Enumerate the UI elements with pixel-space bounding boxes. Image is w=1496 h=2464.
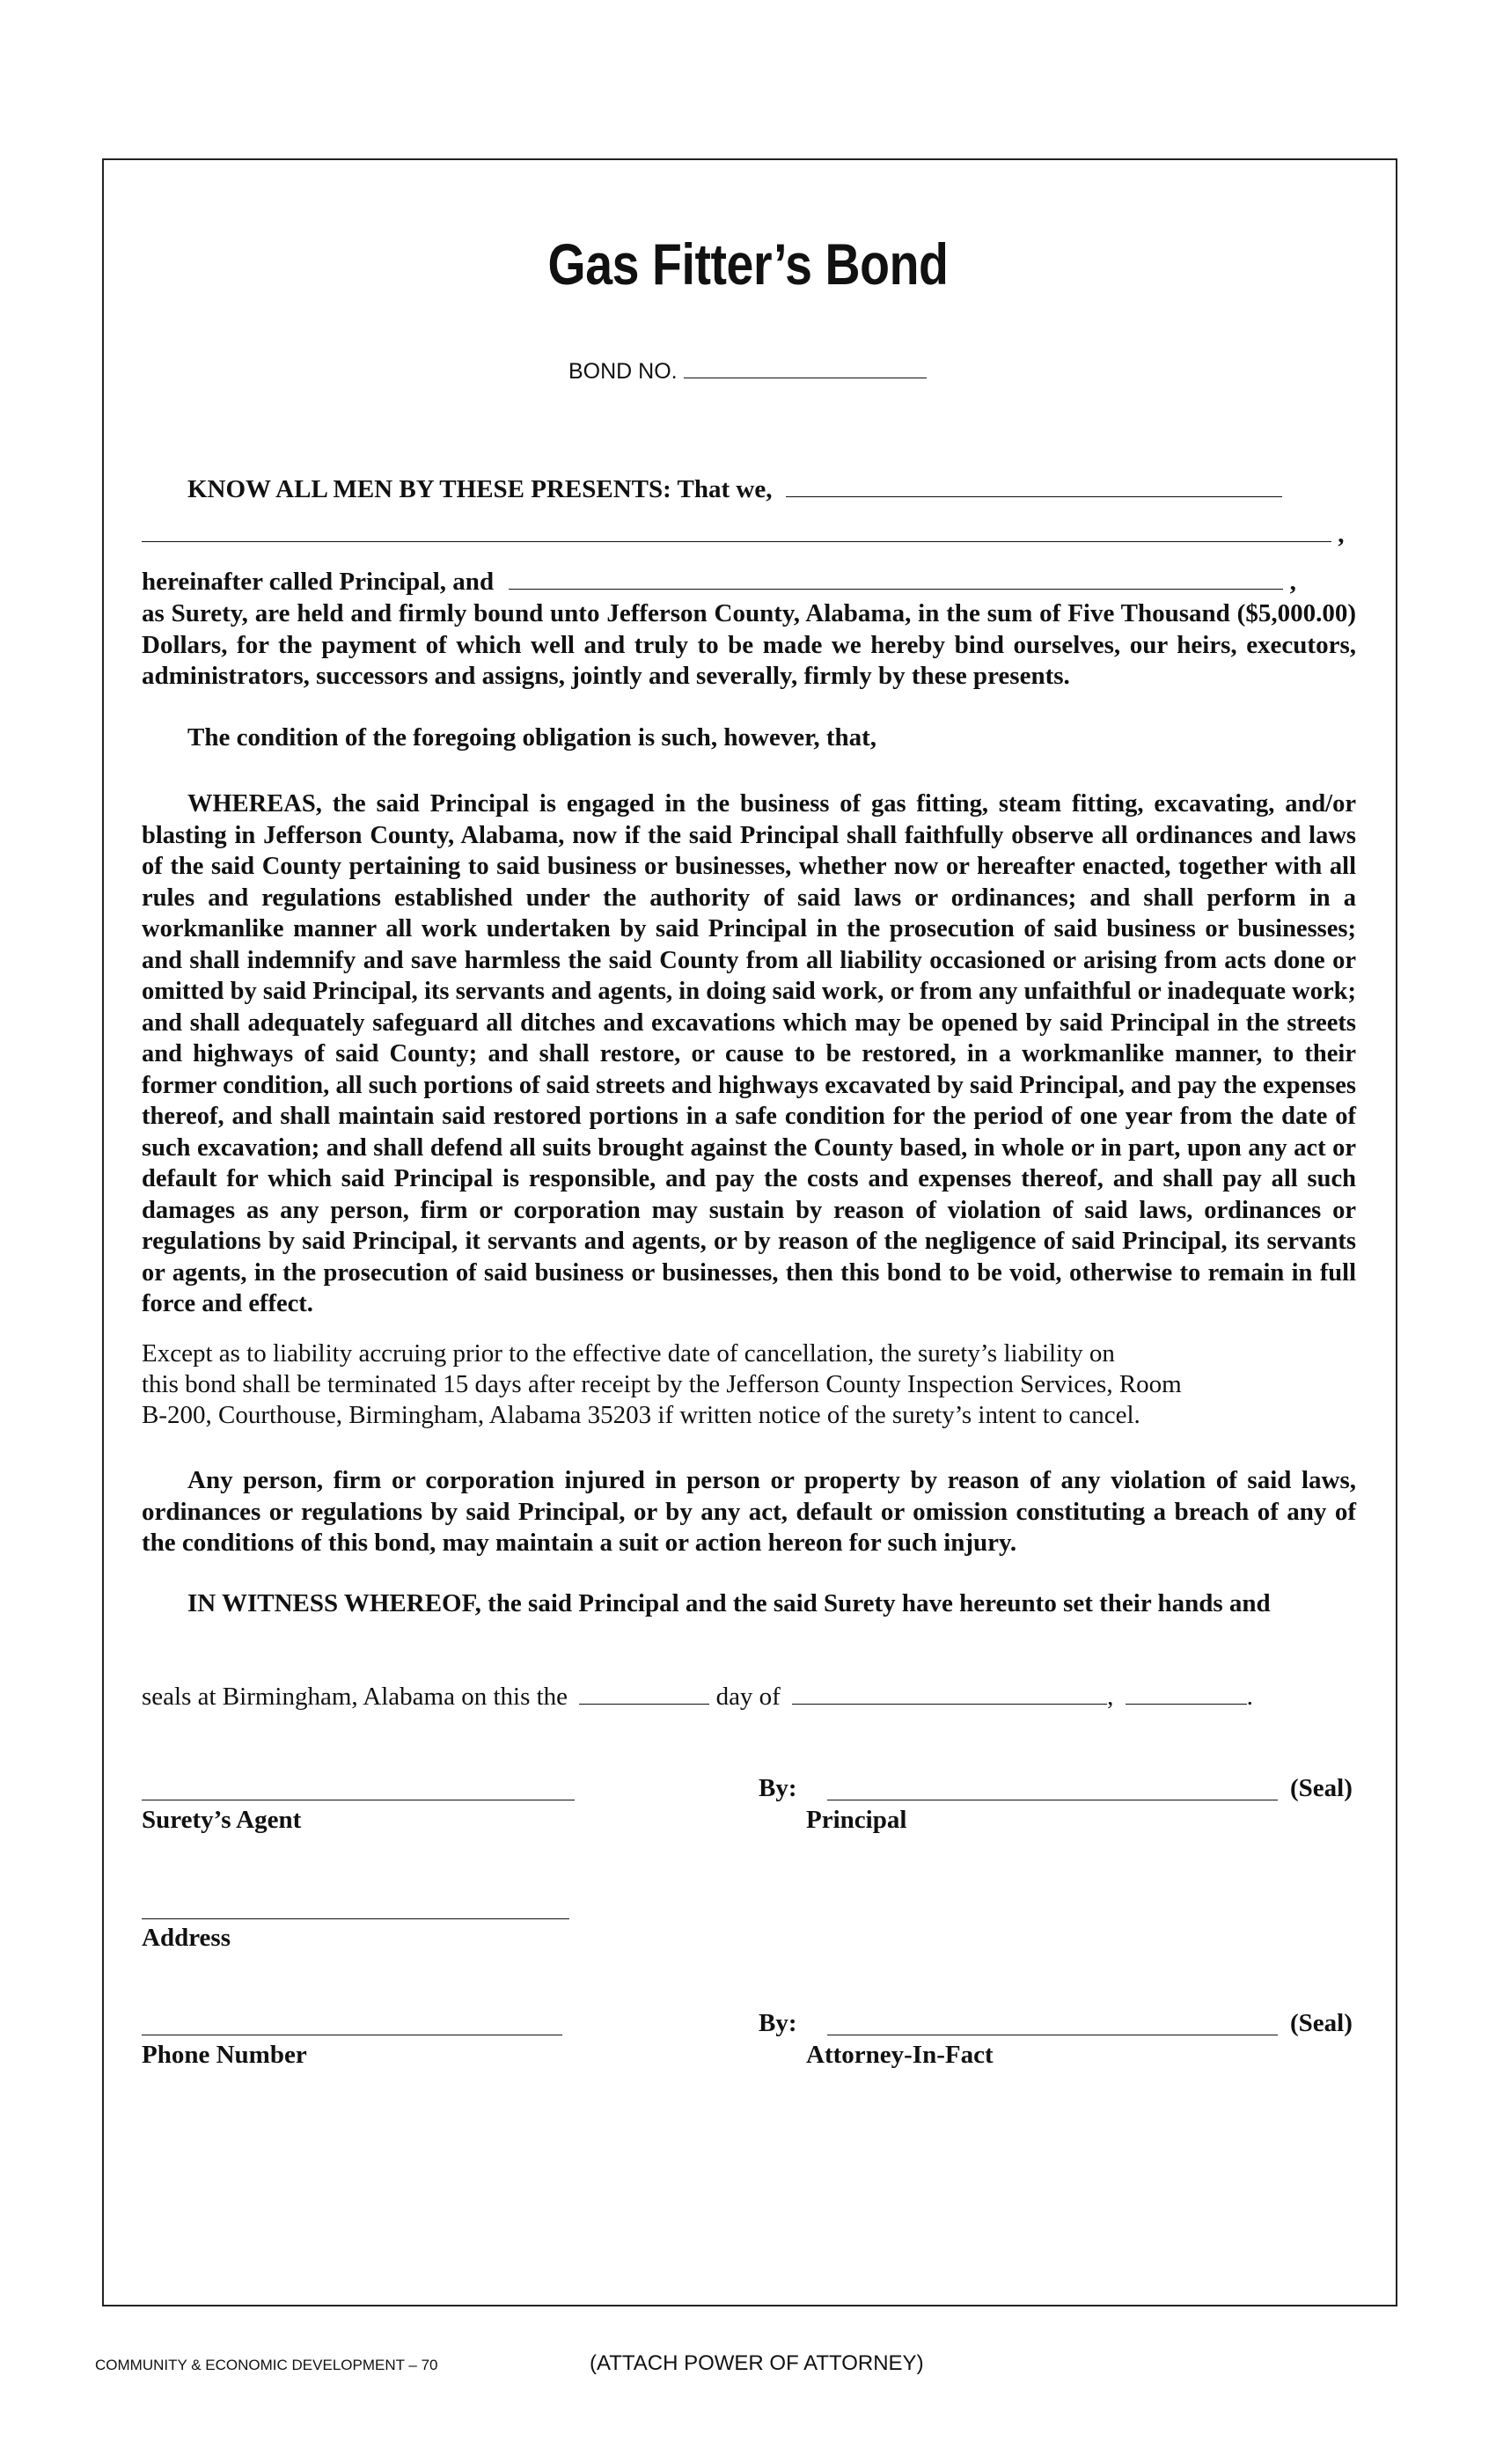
bond-number-field xyxy=(568,359,927,385)
month-blank[interactable] xyxy=(792,1704,1107,1705)
attorney-by-label: By: xyxy=(759,2009,797,2037)
day-blank[interactable] xyxy=(579,1704,709,1705)
sureties-agent-label: Surety’s Agent xyxy=(142,1806,302,1834)
seals-line xyxy=(142,1683,1253,1712)
footer-department: COMMUNITY & ECONOMIC DEVELOPMENT – 70 xyxy=(95,2357,438,2373)
except-line-3: B-200, Courthouse, Birmingham, Alabama 35203 if written notice of the surety’s intent to cancel. xyxy=(142,1401,1140,1429)
bond-number-label: BOND NO. xyxy=(568,359,678,384)
know-all-men-text: KNOW ALL MEN BY THESE PRESENTS: That we, xyxy=(187,475,773,503)
address-line[interactable] xyxy=(142,1918,569,1919)
attorney-seal-label: (Seal) xyxy=(1290,2009,1353,2037)
year-blank[interactable] xyxy=(1126,1704,1247,1705)
principal-name-line-2 xyxy=(142,520,1345,549)
seals-comma: , xyxy=(1107,1683,1114,1711)
seals-prefix: seals at Birmingham, Alabama on this the xyxy=(142,1683,568,1711)
attorney-in-fact-label: Attorney-In-Fact xyxy=(806,2041,994,2069)
footer-attach-note: (ATTACH POWER OF ATTORNEY) xyxy=(590,2351,924,2375)
principal-name-blank[interactable] xyxy=(786,496,1282,497)
hereinafter-line xyxy=(142,568,1296,597)
principal-name-blank-2[interactable] xyxy=(142,541,1331,542)
principal-seal-label: (Seal) xyxy=(1290,1774,1353,1802)
surety-comma: , xyxy=(1289,568,1296,596)
surety-paragraph: as Surety, are held and firmly bound unto Jefferson County, Alabama, in the sum of Five Thousand ($5,000.00) Dollars, for the payment of which well and truly to be made we hereby bind ourselves, our heirs, executors, administrators, successors and assigns, jointly and severally, firmly by these presents. xyxy=(142,599,1356,690)
except-line-1: Except as to liability accruing prior to the effective date of cancellation, the surety’s liability on xyxy=(142,1339,1115,1368)
seals-period: . xyxy=(1246,1683,1253,1711)
seals-day-of: day of xyxy=(715,1683,781,1711)
principal-label: Principal xyxy=(806,1806,907,1834)
principal-by-label: By: xyxy=(759,1774,797,1802)
condition-text: The condition of the foregoing obligation is such, however, that, xyxy=(187,723,877,752)
principal-comma: , xyxy=(1338,520,1345,548)
phone-number-label: Phone Number xyxy=(142,2041,307,2069)
hereinafter-text: hereinafter called Principal, and xyxy=(142,568,495,596)
any-person-paragraph: Any person, firm or corporation injured in person or property by reason of any violation of said laws, ordinances or regulations by said Principal, or by any act, default or omission constituting a breach of any of the conditions of this bond, may maintain a suit or action hereon for such injury. xyxy=(142,1466,1356,1557)
whereas-paragraph: WHEREAS, the said Principal is engaged in the business of gas fitting, steam fitting, excavating, and/or blasting in Jefferson County, Alabama, now if the said Principal shall faithfully observe all ordinances and laws of the said County pertaining to said business or businesses, whether now or hereafter enacted, together with all rules and regulations established under the authority of said laws or ordinances; and shall perform in a workmanlike manner all work undertaken by said Principal in the prosecution of said business or businesses; and shall indemnify and save harmless the said County from all liability occasioned or arising from acts done or omitted by said Principal, its servants and agents, in doing said work, or from any unfaithful or inadequate work; and shall adequately safeguard all ditches and excavations which may be opened by said Principal in the streets and highways of said County; and shall restore, or cause to be restored, in a workmanlike manner, to their former condition, all such portions of said streets and highways excavated by said Principal, and pay the expenses thereof, and shall maintain said restored portions in a safe condition for the period of one year from the date of such excavation; and shall defend all suits brought against the County based, in whole or in part, upon any act or default for which said Principal is responsible, and pay the costs and expenses thereof, and shall pay all such damages as any person, firm or corporation may sustain by reason of violation of said laws, ordinances or regulations by said Principal, it servants and agents, or by reason of the negligence of said Principal, its servants or agents, in the prosecution of said business or businesses, then this bond to be void, otherwise to remain in full force and effect. xyxy=(142,790,1356,1317)
witness-text: IN WITNESS WHEREOF, the said Principal and the said Surety have hereunto set their hands and xyxy=(187,1589,1271,1617)
except-line-2: this bond shall be terminated 15 days after receipt by the Jefferson County Inspection Services, Room xyxy=(142,1370,1182,1398)
page-title: Gas Fitter’s Bond xyxy=(547,231,949,297)
surety-name-blank[interactable] xyxy=(509,589,1283,590)
know-all-men-line xyxy=(187,475,1282,504)
address-label: Address xyxy=(142,1924,231,1952)
